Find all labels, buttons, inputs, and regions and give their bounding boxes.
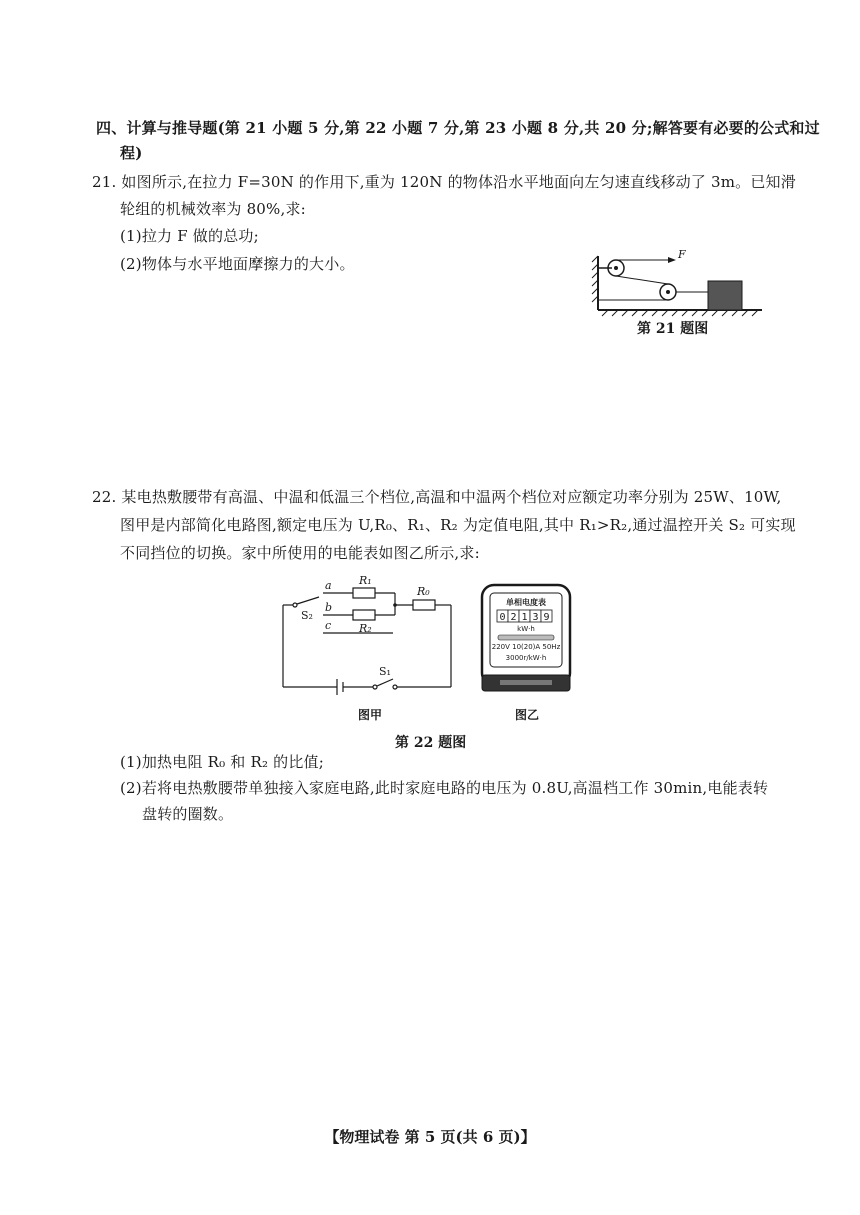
meter-digit-3: 1 [521,612,528,623]
circuit-s2-label: S₂ [301,609,313,622]
section-heading-line1: 四、计算与推导题(第 21 小题 5 分,第 22 小题 7 分,第 23 小题 8 分,共 20 分;解答要有必要的公式和过 [96,119,820,137]
q22-text-line1: 22. 某电热敷腰带有高温、中温和低温三个档位,高温和中温两个档位对应额定功率分别为 25W、10W, [92,488,782,506]
circuit-node-c: c [325,619,332,632]
circuit-r1-label: R₁ [359,574,372,587]
circuit-s1-label: S₁ [379,665,391,678]
q21-pulley-figure [590,248,770,318]
q22-part2-line1: (2)若将电热敷腰带单独接入家庭电路,此时家庭电路的电压为 0.8U,高温档工作 30min,电能表转 [120,779,769,797]
meter-rate: 3000r/kW·h [505,654,547,662]
meter-digit-1: 0 [499,612,506,623]
section-heading-line2: 程) [120,144,143,162]
circuit-node-a: a [325,579,332,592]
meter-digit-4: 3 [532,612,539,623]
page-footer: 【物理试卷 第 5 页(共 6 页)】 [324,1128,536,1146]
q21-figure-caption: 第 21 题图 [637,321,709,337]
q21-part2: (2)物体与水平地面摩擦力的大小。 [120,255,355,273]
meter-unit: kW·h [517,625,535,633]
circuit-node-b: b [325,601,333,614]
circuit-r2-label: R₂ [359,622,372,635]
meter-digit-2: 2 [510,612,517,623]
meter-spec: 220V 10(20)A 50Hz [491,643,561,651]
q22-text-line3: 不同挡位的切换。家中所使用的电能表如图乙所示,求: [120,544,480,562]
q22-fig-b-label: 图乙 [515,708,540,722]
q21-part1: (1)拉力 F 做的总功; [120,227,259,245]
q22-figure-caption: 第 22 题图 [395,735,467,751]
q22-circuit-diagram [275,575,460,695]
q22-part1: (1)加热电阻 R₀ 和 R₂ 的比值; [120,753,324,771]
q22-fig-a-label: 图甲 [358,708,383,722]
q22-energy-meter [478,583,574,695]
q21-text-line2: 轮组的机械效率为 80%,求: [120,200,306,218]
circuit-r0-label: R₀ [417,585,430,598]
q21-force-label: F [678,248,686,261]
meter-digit-5: 9 [543,612,550,623]
q22-text-line2: 图甲是内部简化电路图,额定电压为 U,R₀、R₁、R₂ 为定值电阻,其中 R₁>R₂,通过温控开关 S₂ 可实现 [120,516,796,534]
q22-part2-line2: 盘转的圈数。 [142,805,234,823]
meter-title: 单相电度表 [506,598,546,607]
q21-text-line1: 21. 如图所示,在拉力 F=30N 的作用下,重为 120N 的物体沿水平地面向左匀速直线移动了 3m。已知滑 [92,173,796,191]
